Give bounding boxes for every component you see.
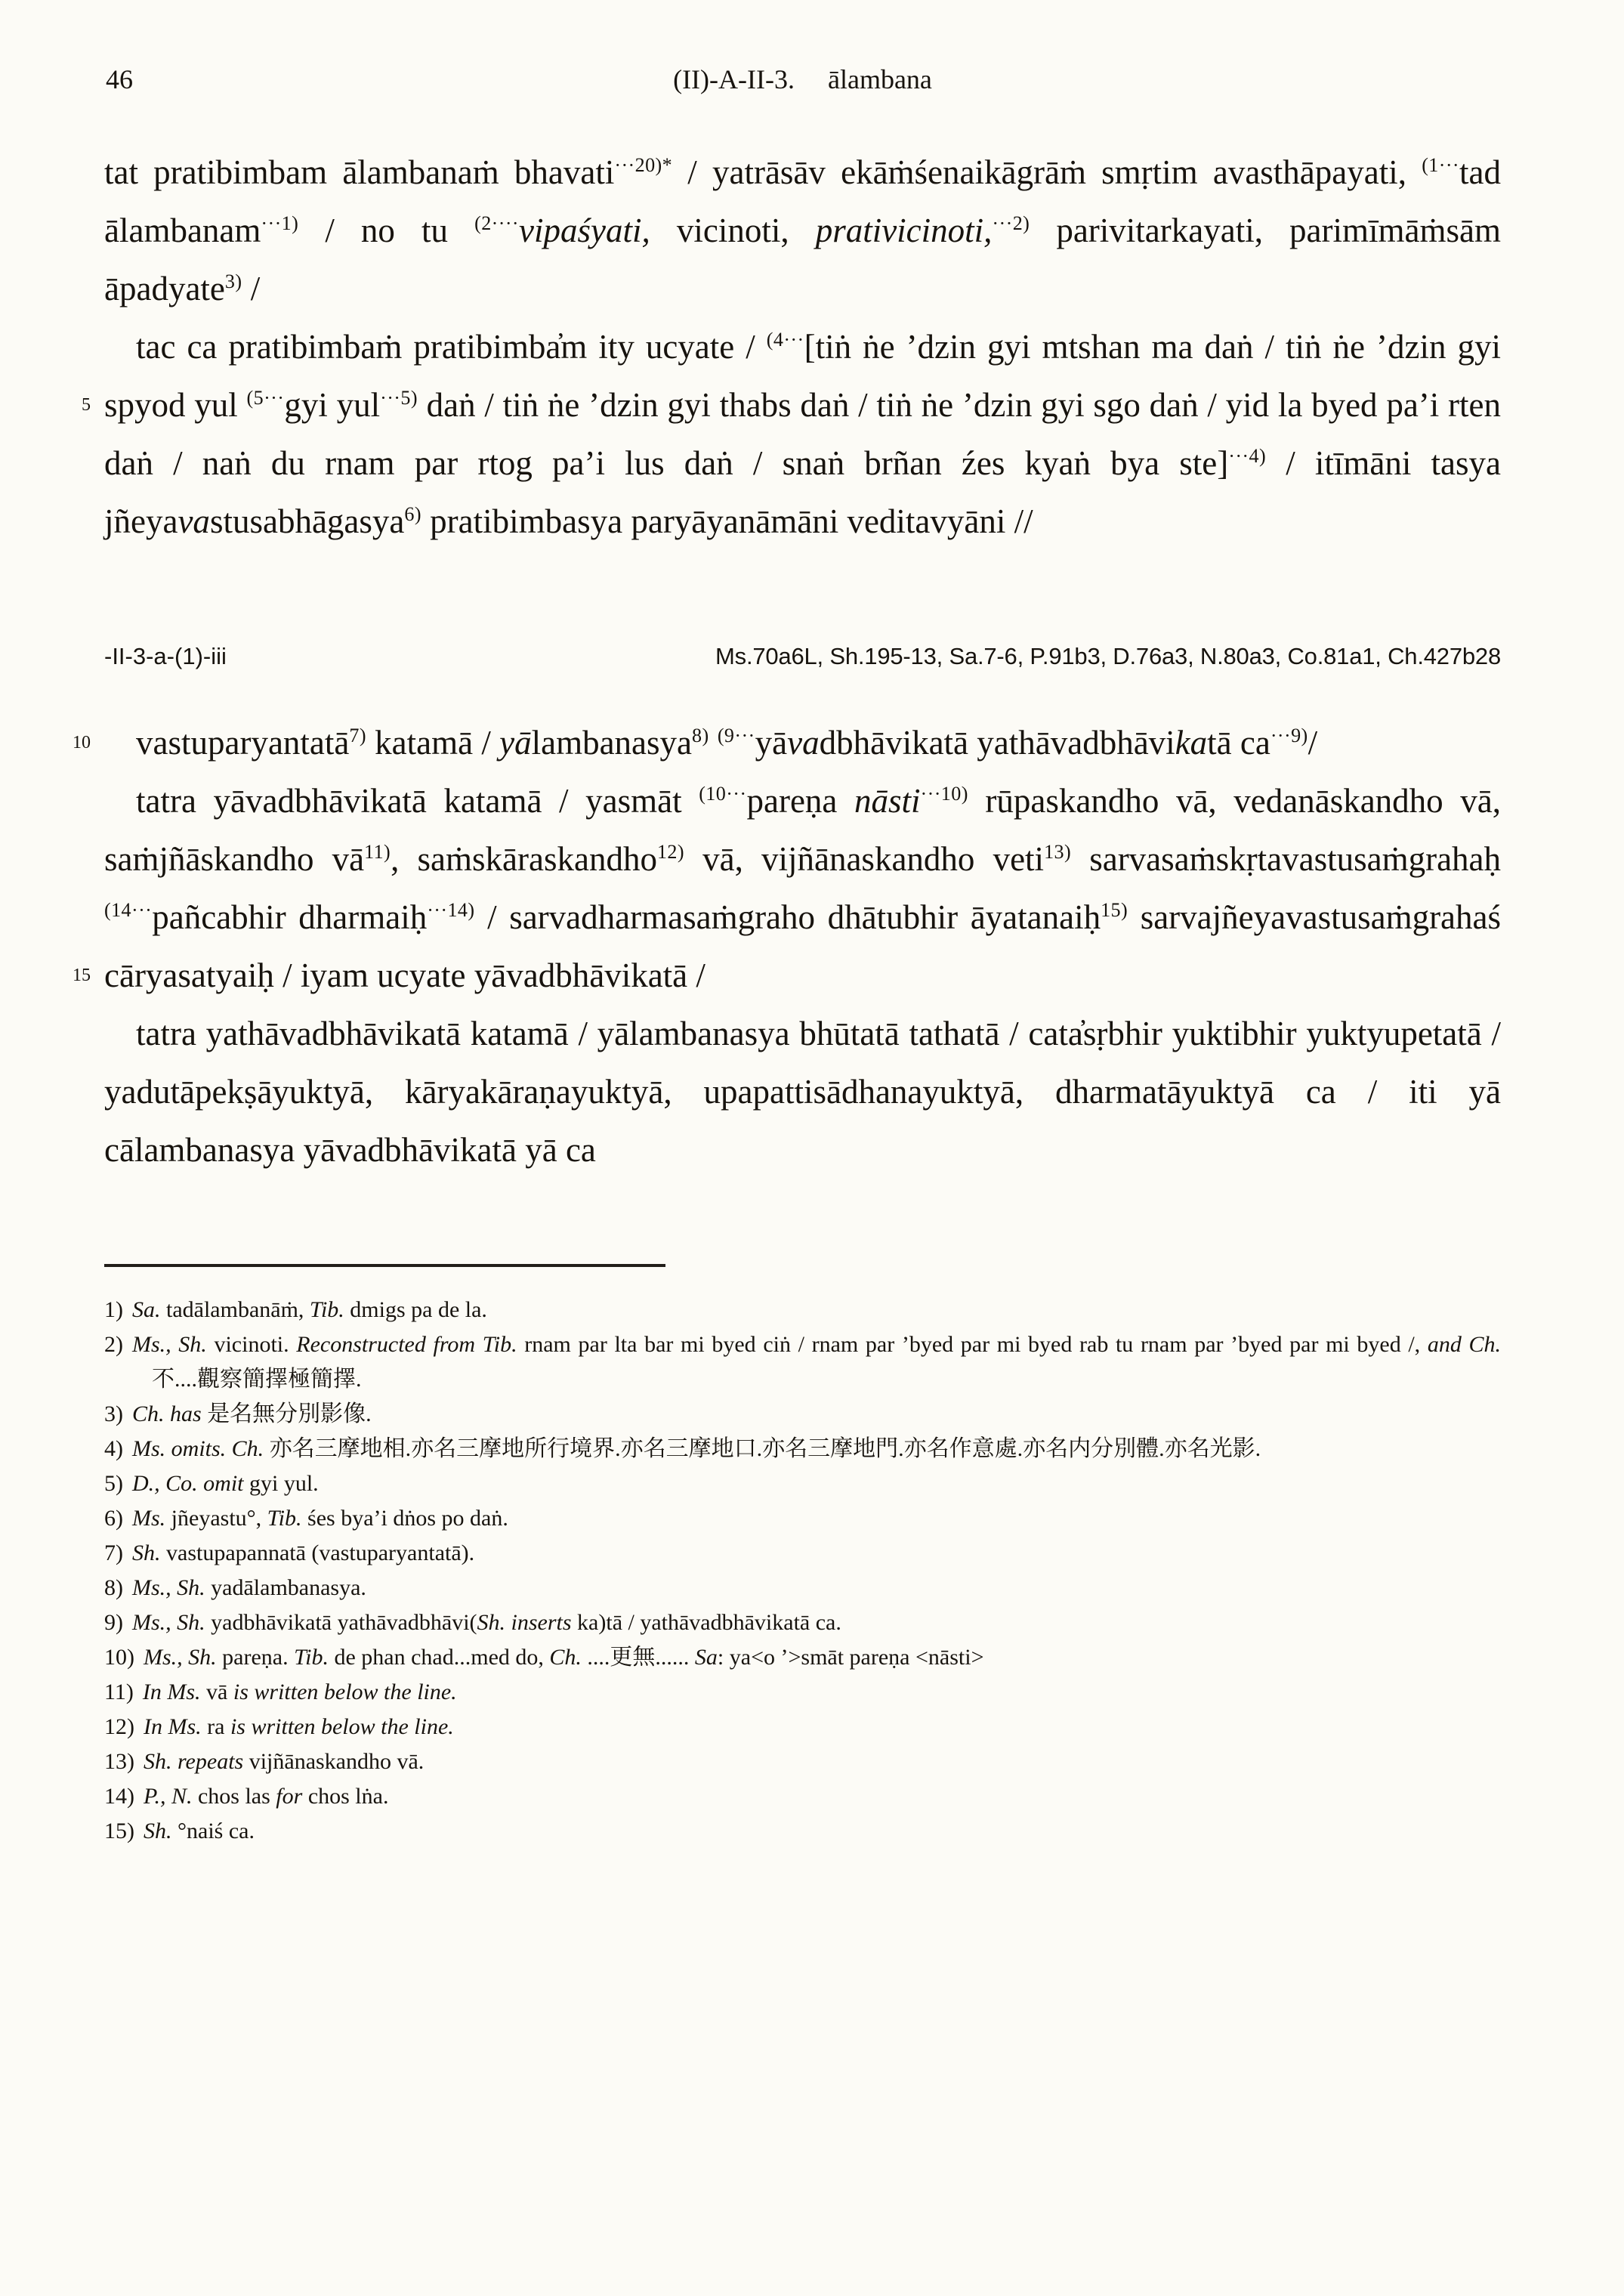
footnote-number: 4) <box>104 1436 123 1461</box>
footnote <box>104 1744 1501 1779</box>
margin-line-number: 10 <box>73 733 91 752</box>
footnote-text: D., Co. omit gyi yul. <box>132 1471 319 1496</box>
footnote <box>104 1432 1501 1466</box>
footnote <box>104 1571 1501 1605</box>
section-manuscript-refs: Ms.70a6L, Sh.195-13, Sa.7-6, P.91b3, D.76a3, N.80a3, Co.81a1, Ch.427b28 <box>715 643 1501 669</box>
footnote-text: Sh. repeats vijñānaskandho vā. <box>144 1749 425 1774</box>
footnote-number: 14) <box>104 1784 134 1809</box>
footnote-text: Ms. omits. Ch. 亦名三摩地相.亦名三摩地所行境界.亦名三摩地口.亦名三摩地門.亦名作意處.亦名内分別體.亦名光影. <box>132 1436 1261 1461</box>
footnote-text: Sa. tadālambanāṁ, Tib. dmigs pa de la. <box>132 1297 487 1322</box>
footnote-text: In Ms. vā is written below the line. <box>142 1680 457 1704</box>
body-paragraph <box>73 714 1501 772</box>
footnote-text: Ms., Sh. yadālambanasya. <box>132 1575 366 1600</box>
paragraph-text: tatra yāvadbhāvikatā katamā / yasmāt $^{(10\cdot\cdot\cdot}$pareṇa nāsti$^{\cdot\cdot\cdot 10)}$ rūpaskandho vā, vedanāskandho vā, saṁjñāskandho $vā^{11)}$, saṁskāraskandho$^{12)}$ vā, vijñānaskandho veti$^{13)}$ sarvasaṁskṛtavastusaṁgrahaḥ $^{(14\cdot\cdot\cdot}$pañcabhir dharmaiḥ$^{\cdot\cdot\cdot 14)}$ / sarvadharmasaṁgraho dhātubhir āyatanaiḥ$^{15)}$ sarvajñeyavastusaṁgrahaś cāryasatyaiḥ / iyam ucyate yāvadbhāvikatā / <box>104 782 1502 994</box>
footnote <box>104 1397 1501 1432</box>
footnote-number: 5) <box>104 1471 123 1496</box>
footnote <box>104 1605 1501 1640</box>
footnote-text: Ms. jñeyastu°, Tib. śes bya’i dṅos po daṅ. <box>132 1506 508 1531</box>
running-header-title: ālambana <box>827 64 932 94</box>
running-header <box>104 63 1501 95</box>
page-number: 46 <box>106 64 133 94</box>
footnote-number: 11) <box>104 1680 134 1704</box>
footnote-text: Sh. °naiś ca. <box>144 1819 255 1843</box>
body-paragraph <box>73 772 1502 1005</box>
body-paragraph <box>104 144 1501 318</box>
footnotes <box>104 1293 1501 1849</box>
paragraph-text: tatra yathāvadbhāvikatā katamā / yālambanasya bhūtatā tathatā / cata̓sṛbhir yuktibhir yuktyupetatā / yadutāpekṣāyuktyā, kāryakāraṇayuktyā, upapattisādhanayuktyā, dharmatāyuktyā ca / iti yā cālambanasya yāvadbhāvikatā yā ca <box>104 1015 1501 1169</box>
footnote <box>104 1293 1501 1327</box>
footnote <box>104 1501 1501 1536</box>
footnote <box>104 1466 1501 1501</box>
margin-line-number: 15 <box>73 966 91 985</box>
page-header <box>104 63 1501 104</box>
paragraph-text: tac ca pratibimbaṁ pratibimba̓m ity ucyate / $^{(4\cdot\cdot\cdot}$[tiṅ ṅe ’dzin gyi mtshan ma daṅ / tiṅ ṅe ’dzin gyi spyod yul $^{(5\cdot\cdot\cdot}$gyi yul$^{\cdot\cdot\cdot 5)}$ daṅ / tiṅ ṅe ’dzin gyi thabs daṅ / tiṅ ṅe ’dzin gyi sgo daṅ / yid la byed pa’i rten daṅ / naṅ du rnam par rtog pa’i lus daṅ / snaṅ brñan źes kyaṅ bya ste]$^{\cdot\cdot\cdot 4)}$ / itīmāni tasya jñeyavastusabhāgasya$^{6)}$ pratibimbasya paryāyanāmāni veditavyāni // <box>104 328 1501 540</box>
footnote <box>104 1536 1501 1571</box>
body-paragraph <box>82 318 1501 551</box>
footnote-number: 13) <box>104 1749 134 1774</box>
footnote-text: In Ms. ra is written below the line. <box>144 1714 454 1739</box>
section-heading <box>104 634 1501 679</box>
footnote <box>104 1327 1501 1397</box>
footnote-number: 3) <box>104 1401 123 1426</box>
footnote <box>104 1640 1501 1675</box>
footnote <box>104 1814 1501 1849</box>
footnote-number: 12) <box>104 1714 134 1739</box>
footnote-number: 15) <box>104 1819 134 1843</box>
footnote <box>104 1675 1501 1710</box>
footnote-number: 8) <box>104 1575 123 1600</box>
footnote-number: 1) <box>104 1297 123 1322</box>
footnote-text: Ms., Sh. vicinoti. Reconstructed from Tib. rnam par lta bar mi byed ciṅ / rnam par ’byed par mi byed rab tu rnam par ’byed par mi byed /, and Ch. 不....觀察簡擇極簡擇. <box>132 1332 1501 1392</box>
footnote-text: Ch. has 是名無分別影像. <box>132 1401 372 1426</box>
footnote-number: 6) <box>104 1506 123 1531</box>
footnote-number: 10) <box>104 1645 134 1670</box>
body-text <box>73 144 1502 1179</box>
paragraph-text: vastuparyantatā$^{7)}$ katamā / yālambanasya$^{8)}$ $^{(9\cdot\cdot\cdot}$yāvadbhāvikatā yathāvadbhāvikatā $ca^{\cdot\cdot\cdot 9)}/$ <box>136 724 1318 762</box>
footnote-text: Ms., Sh. pareṇa. Tib. de phan chad...med do, Ch. ....更無...... Sa: ya<o ’>smāt pareṇa <nāsti> <box>144 1645 984 1670</box>
footnote-number: 9) <box>104 1610 123 1635</box>
footnote-text: Sh. vastupapannatā (vastuparyantatā). <box>132 1540 475 1565</box>
running-header-section: (II)-A-II-3. <box>673 64 795 94</box>
margin-line-number: 5 <box>82 395 91 415</box>
section-id: -II-3-a-(1)-iii <box>104 643 227 669</box>
footnote-number: 2) <box>104 1332 123 1357</box>
footnote <box>104 1710 1501 1744</box>
footnote-separator-rule <box>104 1264 665 1267</box>
footnote-number: 7) <box>104 1540 123 1565</box>
footnote-text: P., N. chos las for chos lṅa. <box>144 1784 389 1809</box>
footnote-text: Ms., Sh. yadbhāvikatā yathāvadbhāvi(Sh. inserts ka)tā / yathāvadbhāvikatā ca. <box>132 1610 841 1635</box>
body-paragraph <box>104 1005 1501 1179</box>
footnote <box>104 1779 1501 1814</box>
paragraph-text: tat pratibimbam ālambanaṁ bhavati$^{\cdot\cdot\cdot 20)*}$ / yatrāsāv ekāṁśenaikāgrāṁ smṛtim avasthāpayati, $^{(1\cdot\cdot\cdot}$tad ālambanam$^{\cdot\cdot\cdot 1)}$ / no tu $^{(2\cdot\cdot\cdot\cdot}$vipaśyati, vicinoti, prativicinoti,$^{\cdot\cdot\cdot 2)}$ parivitarkayati, parimīmāṁsām āpadyate$^{3)}$ / <box>104 153 1501 307</box>
